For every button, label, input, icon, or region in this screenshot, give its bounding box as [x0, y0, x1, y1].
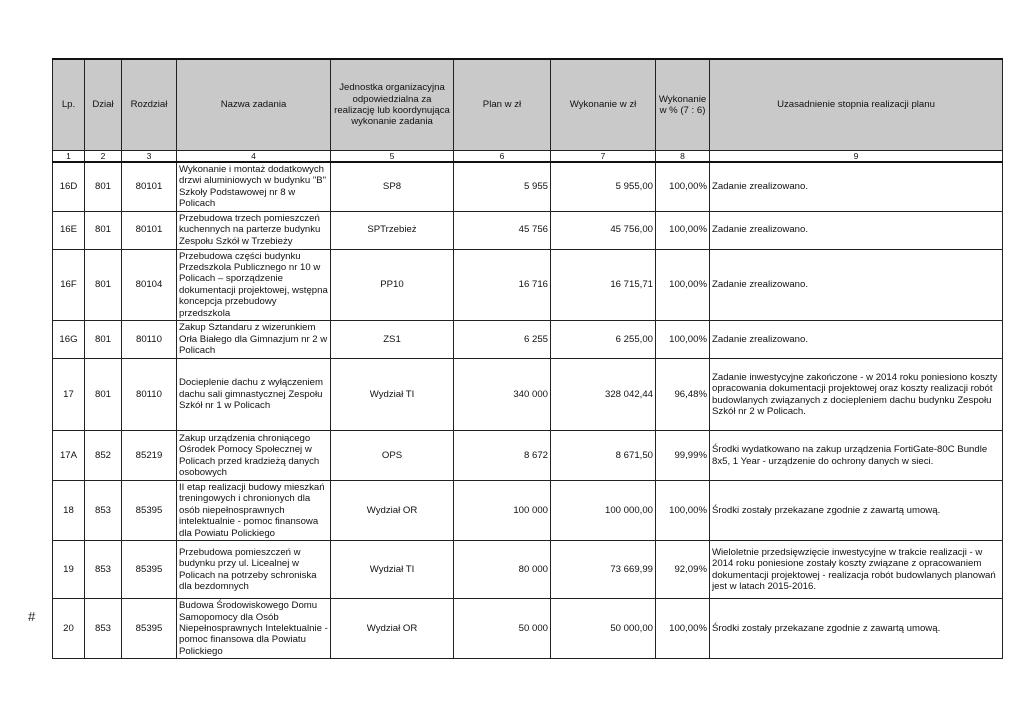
row-wykonanie: 6 255,00 [551, 321, 656, 359]
row-lp: 16E [53, 211, 85, 249]
row-wykonanie: 45 756,00 [551, 211, 656, 249]
header-rozdzial: Rozdział [122, 59, 177, 151]
column-number: 5 [331, 151, 454, 163]
row-dzial: 801 [85, 162, 122, 211]
row-nazwa: Przebudowa trzech pomieszczeń kuchennych na parterze budynku Zespołu Szkół w Trzebieży [177, 211, 331, 249]
row-procent: 100,00% [656, 162, 710, 211]
row-wykonanie: 100 000,00 [551, 481, 656, 541]
row-plan: 16 716 [454, 249, 551, 320]
row-plan: 80 000 [454, 541, 551, 599]
row-nazwa: Przebudowa pomieszczeń w budynku przy ul. Licealnej w Policach na potrzeby schroniska dla bezdomnych [177, 541, 331, 599]
row-jednostka: Wydział OR [331, 481, 454, 541]
row-uzasadnienie: Zadanie zrealizowano. [710, 211, 1003, 249]
row-dzial: 853 [85, 541, 122, 599]
row-nazwa: Wykonanie i montaż dodatkowych drzwi aluminiowych w budynku "B" Szkoły Podstawowej nr 8 w Policach [177, 162, 331, 211]
budget-table-sheet [52, 58, 1002, 659]
row-procent: 100,00% [656, 321, 710, 359]
row-plan: 5 955 [454, 162, 551, 211]
row-lp: 18 [53, 481, 85, 541]
row-nazwa: Zakup Sztandaru z wizerunkiem Orła Białego dla Gimnazjum nr 2 w Policach [177, 321, 331, 359]
row-uzasadnienie: Środki zostały przekazane zgodnie z zawartą umową. [710, 481, 1003, 541]
row-rozdzial: 85395 [122, 599, 177, 659]
row-lp: 16G [53, 321, 85, 359]
row-rozdzial: 85395 [122, 541, 177, 599]
column-number: 8 [656, 151, 710, 163]
row-wykonanie: 328 042,44 [551, 359, 656, 431]
header-uzasadnienie: Uzasadnienie stopnia realizacji planu [710, 59, 1003, 151]
row-plan: 340 000 [454, 359, 551, 431]
row-plan: 6 255 [454, 321, 551, 359]
row-rozdzial: 85219 [122, 431, 177, 481]
row-lp: 17A [53, 431, 85, 481]
header-jednostka: Jednostka organizacyjna odpowiedzialna za realizację lub koordynująca wykonanie zadania [331, 59, 454, 151]
row-rozdzial: 80104 [122, 249, 177, 320]
column-number: 4 [177, 151, 331, 163]
column-number: 6 [454, 151, 551, 163]
row-dzial: 801 [85, 211, 122, 249]
row-lp: 20 [53, 599, 85, 659]
row-nazwa: II etap realizacji budowy mieszkań treningowych i chronionych dla osób niepełnosprawnych intelektualnie - pomoc finansowa dla Powiatu Polickiego [177, 481, 331, 541]
row-jednostka: SPTrzebież [331, 211, 454, 249]
row-wykonanie: 16 715,71 [551, 249, 656, 320]
row-lp: 17 [53, 359, 85, 431]
column-number: 1 [53, 151, 85, 163]
row-jednostka: Wydział OR [331, 599, 454, 659]
row-wykonanie: 8 671,50 [551, 431, 656, 481]
row-rozdzial: 80101 [122, 211, 177, 249]
row-nazwa: Przebudowa części budynku Przedszkola Publicznego nr 10 w Policach – sporządzenie dokumentacji projektowej, wstępna koncepcja przebudowy przedszkola [177, 249, 331, 320]
column-number-row [53, 151, 1003, 163]
row-procent: 100,00% [656, 211, 710, 249]
row-wykonanie: 5 955,00 [551, 162, 656, 211]
header-lp: Lp. [53, 59, 85, 151]
row-procent: 100,00% [656, 481, 710, 541]
row-wykonanie: 73 669,99 [551, 541, 656, 599]
row-rozdzial: 85395 [122, 481, 177, 541]
row-procent: 99,99% [656, 431, 710, 481]
table-row [53, 541, 1003, 599]
row-dzial: 853 [85, 599, 122, 659]
row-lp: 16D [53, 162, 85, 211]
budget-execution-table [52, 58, 1003, 659]
table-row [53, 249, 1003, 320]
row-dzial: 801 [85, 321, 122, 359]
row-dzial: 853 [85, 481, 122, 541]
header-wykonanie: Wykonanie w zł [551, 59, 656, 151]
table-row [53, 211, 1003, 249]
row-uzasadnienie: Środki wydatkowano na zakup urządzenia FortiGate-80C Bundle 8x5, 1 Year - urządzenie do ochrony danych w sieci. [710, 431, 1003, 481]
row-jednostka: Wydział TI [331, 541, 454, 599]
header-nazwa: Nazwa zadania [177, 59, 331, 151]
row-procent: 92,09% [656, 541, 710, 599]
row-nazwa: Docieplenie dachu z wyłączeniem dachu sali gimnastycznej Zespołu Szkół nr 1 w Policach [177, 359, 331, 431]
row-jednostka: Wydział TI [331, 359, 454, 431]
table-row [53, 599, 1003, 659]
table-row [53, 481, 1003, 541]
margin-mark: # [28, 609, 36, 624]
header-dzial: Dział [85, 59, 122, 151]
column-number: 9 [710, 151, 1003, 163]
row-wykonanie: 50 000,00 [551, 599, 656, 659]
row-uzasadnienie: Zadanie inwestycyjne zakończone - w 2014 roku poniesiono koszty opracowania dokumentacji projektowej oraz koszty realizacji robót budowlanych związanych z dociepleniem dachu budynku Zespołu Szkół nr 2 w Policach. [710, 359, 1003, 431]
row-procent: 96,48% [656, 359, 710, 431]
column-number: 3 [122, 151, 177, 163]
row-jednostka: ZS1 [331, 321, 454, 359]
row-uzasadnienie: Zadanie zrealizowano. [710, 321, 1003, 359]
row-lp: 19 [53, 541, 85, 599]
row-jednostka: PP10 [331, 249, 454, 320]
header-row [53, 59, 1003, 151]
row-uzasadnienie: Zadanie zrealizowano. [710, 162, 1003, 211]
row-dzial: 801 [85, 249, 122, 320]
row-plan: 100 000 [454, 481, 551, 541]
row-procent: 100,00% [656, 249, 710, 320]
row-plan: 8 672 [454, 431, 551, 481]
table-row [53, 162, 1003, 211]
row-nazwa: Budowa Środowiskowego Domu Samopomocy dla Osób Niepełnosprawnych Intelektualnie - pomoc finansowa dla Powiatu Polickiego [177, 599, 331, 659]
row-rozdzial: 80101 [122, 162, 177, 211]
row-plan: 50 000 [454, 599, 551, 659]
row-dzial: 852 [85, 431, 122, 481]
row-lp: 16F [53, 249, 85, 320]
table-row [53, 321, 1003, 359]
column-number: 7 [551, 151, 656, 163]
row-nazwa: Zakup urządzenia chroniącego Ośrodek Pomocy Społecznej w Policach przed kradzieżą danych osobowych [177, 431, 331, 481]
table-row [53, 359, 1003, 431]
row-uzasadnienie: Wieloletnie przedsięwzięcie inwestycyjne w trakcie realizacji - w 2014 roku poniesione zostały koszty związane z opracowaniem dokumentacji projektowej - realizacja robót budowlanych planowań jest w latach 2015-2016. [710, 541, 1003, 599]
row-plan: 45 756 [454, 211, 551, 249]
row-jednostka: OPS [331, 431, 454, 481]
row-procent: 100,00% [656, 599, 710, 659]
column-number: 2 [85, 151, 122, 163]
table-row [53, 431, 1003, 481]
row-rozdzial: 80110 [122, 321, 177, 359]
row-uzasadnienie: Zadanie zrealizowano. [710, 249, 1003, 320]
row-dzial: 801 [85, 359, 122, 431]
row-uzasadnienie: Środki zostały przekazane zgodnie z zawartą umową. [710, 599, 1003, 659]
header-plan: Plan w zł [454, 59, 551, 151]
row-rozdzial: 80110 [122, 359, 177, 431]
header-procent: Wykonanie w % (7 : 6) [656, 59, 710, 151]
row-jednostka: SP8 [331, 162, 454, 211]
